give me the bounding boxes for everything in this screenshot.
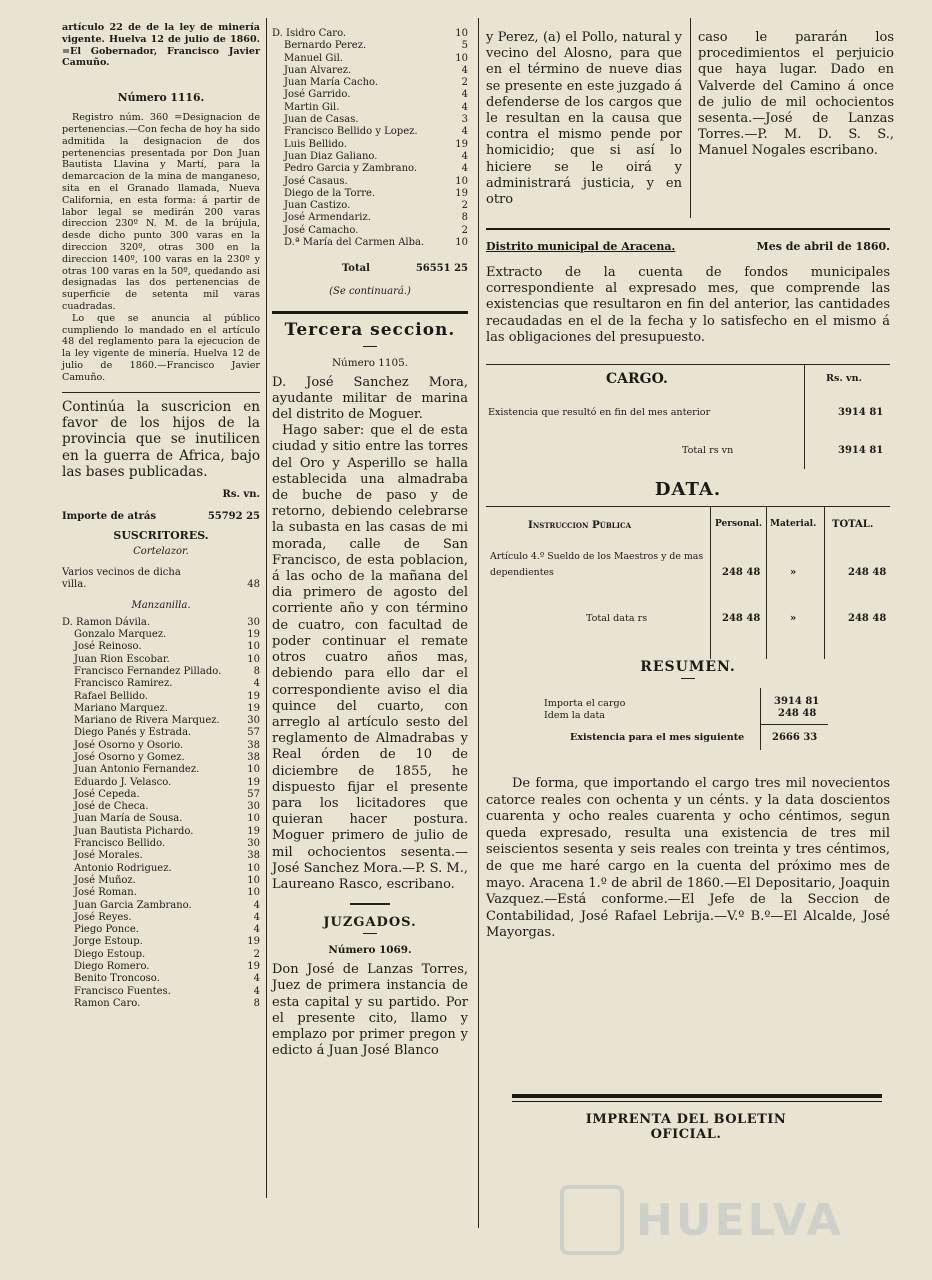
subscriber-name: José Reinoso. xyxy=(74,641,142,653)
list-item xyxy=(272,102,468,114)
existencia-siguiente-value: 2666 33 xyxy=(772,732,818,744)
total-data-personal: 248 48 xyxy=(722,613,761,625)
subscriber-name: José Reyes. xyxy=(74,911,132,923)
table-rule xyxy=(824,507,825,659)
suscricion-notice: Continúa la suscricion en favor de los hijos de la provincia que se inutilicen en la guerra de Africa, bajo las bases publicadas. xyxy=(62,398,260,481)
anuncio-paragraph: Lo que se anuncia al público cumpliendo lo mandado en el artículo 48 del reglamento para la ejecucion de la ley vigente de minería. Huelva 12 de julio de 1860.—Francisco Javier Camuño. xyxy=(62,312,260,383)
subscriber-amount: 10 xyxy=(455,52,468,64)
section-divider xyxy=(272,311,468,314)
list-item xyxy=(272,40,468,52)
subscriber-amount: 10 xyxy=(247,874,260,886)
table-rule xyxy=(760,688,761,750)
subscriber-name: Antonio Rodriguez. xyxy=(74,862,172,874)
instruccion-heading: Instruccion Pública xyxy=(528,519,632,532)
existencia-label: Existencia que resultó en fin del mes anterior xyxy=(488,407,711,419)
subscriber-amount: 38 xyxy=(247,752,260,763)
subscriber-name: José Morales. xyxy=(74,850,143,862)
list-item xyxy=(62,752,260,764)
subscriber-name: José Osorno y Osorio. xyxy=(74,739,184,751)
subscriber-name: Benito Troncoso. xyxy=(74,973,160,985)
material-col: Material. xyxy=(770,519,817,530)
subscriber-name: D. Ramon Dávila. xyxy=(62,616,151,628)
divider xyxy=(62,392,260,393)
subscriber-name: Diego Romero. xyxy=(74,961,150,973)
subscriber-name: José de Checa. xyxy=(74,801,149,813)
subscriber-name: Manuel Gil. xyxy=(284,52,343,64)
list-item xyxy=(62,789,260,801)
articulo-personal: 248 48 xyxy=(722,567,761,579)
subscriber-amount: 4 xyxy=(461,64,468,76)
subscriber-name: Diego Panés y Estrada. xyxy=(74,727,192,739)
subscriber-amount: 4 xyxy=(461,89,468,101)
list-item xyxy=(62,740,260,752)
column-rule xyxy=(690,18,691,218)
list-item xyxy=(62,727,260,739)
subscriber-amount: 30 xyxy=(247,838,260,850)
subscriber-name: José Osorno y Gomez. xyxy=(74,752,185,763)
subscriber-amount: 4 xyxy=(461,163,468,175)
number-heading-1105: Número 1105. xyxy=(331,356,409,369)
subscriber-name: Bernardo Perez. xyxy=(284,40,367,52)
resumen-heading: RESUMEN. xyxy=(640,659,736,676)
subscriber-name: Diego Estoup. xyxy=(74,948,146,960)
list-item xyxy=(62,654,260,666)
importe-row: Importe de atrás 55792 25 xyxy=(62,510,260,522)
subscriber-list-continued xyxy=(272,28,468,249)
importa-cargo-label: Importa el cargo xyxy=(544,698,626,710)
list-item xyxy=(62,838,260,850)
list-item xyxy=(62,617,260,629)
total-data-total: 248 48 xyxy=(848,613,887,625)
short-divider xyxy=(363,933,377,934)
subscriber-name: Eduardo J. Velasco. xyxy=(74,776,172,788)
edict-continued: y Perez, (a) el Pollo, natural y vecino del Alosno, para que en el término de nueve dias se presente en este juzgado á defenderse de los cargos que le resultan en la causa que contra el mismo pende por homicidio; que si así lo hiciere se le oirá y administrará justicia, y en otro xyxy=(486,30,682,208)
list-item xyxy=(62,936,260,948)
extracto-paragraph: Extracto de la cuenta de fondos municipales correspondiente al expresado mes, que comprende las existencias que resultaron en fin del anterior, las cantidades recaudadas en el de la fecha y lo satisfecho en el mismo á las obligaciones del presupuesto. xyxy=(486,265,890,345)
subscriber-amount: 2 xyxy=(253,948,260,960)
subscriber-name: Piego Ponce. xyxy=(74,924,139,936)
mining-notice-end: artículo 22 de de la ley de minería vigente. Huelva 12 de julio de 1860. =El Gobernador, Francisco Javier Camuño. xyxy=(62,22,260,69)
list-item xyxy=(272,77,468,89)
subscriber-name: José Casaus. xyxy=(284,175,348,187)
data-table xyxy=(486,506,890,659)
subscriber-name: Juan Alvarez. xyxy=(284,64,352,76)
subscriber-amount: 4 xyxy=(253,973,260,985)
section-divider xyxy=(486,228,890,230)
subscriber-name: Juan Garcia Zambrano. xyxy=(74,899,192,911)
list-item xyxy=(62,666,260,678)
section-divider xyxy=(512,1094,882,1098)
subscriber-name: Francisco Fernandez Pillado. xyxy=(74,665,222,677)
subscriber-name: José Muñoz. xyxy=(74,874,136,886)
subscriber-name: Luis Bellido. xyxy=(284,138,347,150)
manzanilla-heading: Manzanilla. xyxy=(131,599,191,611)
list-item xyxy=(272,188,468,200)
continuara-note: (Se continuará.) xyxy=(329,285,411,297)
rs-vn-header: Rs. vn. xyxy=(222,488,260,500)
list-item xyxy=(272,225,468,237)
subscriber-name: Juan Castizo. xyxy=(284,200,351,212)
total-row: Total 56551 25 xyxy=(342,263,468,275)
subscriber-amount: 4 xyxy=(253,924,260,936)
resumen-table xyxy=(486,682,890,762)
section-divider xyxy=(512,1101,882,1102)
juzgado-edict: Don José de Lanzas Torres, Juez de primera instancia de esta capital y su partido. Por el presente cito, llamo y emplazo por primer pregon y edicto á Juan José Blanco xyxy=(272,962,468,1059)
list-item xyxy=(62,703,260,715)
list-item xyxy=(62,629,260,641)
subscriber-amount: 4 xyxy=(253,899,260,911)
list-item xyxy=(272,212,468,224)
list-item xyxy=(62,813,260,825)
articulo-total: 248 48 xyxy=(848,567,887,579)
list-item xyxy=(62,961,260,973)
edict-conclusion: caso le pararán los procedimientos el perjuicio que haya lugar. Dado en Valverde del Camino á once de julio de mil ochocientos sesenta.—José de Lanzas Torres.—P. M. D. S. S., Manuel Nogales escribano. xyxy=(698,30,894,159)
list-item xyxy=(62,973,260,985)
registro-paragraph: Registro núm. 360 =Designacion de pertenencias.—Con fecha de hoy ha sido admitida la designacion de dos pertenencias presentada por Don Juan Bautista Llavina y Martí, para la demarcacion de la mina de manganeso, sita en el Granado llamada, Nueva California, en esta forma: á partir de labor legal se medirán 200 varas direccion 230º N. M. de la brújula, desde dicho punto 300 varas en la direccion 320º, otras 300 en la direccion 140º, 100 varas en la 230º y otras 100 varas en la 50º, quedando asi designadas las dos pertenencias de superficie de setenta mil varas cuadradas. xyxy=(62,112,260,312)
articulo-label: Artículo 4.º Sueldo de los Maestros y de mas dependientes xyxy=(490,551,704,579)
list-item xyxy=(62,912,260,924)
list-item xyxy=(62,863,260,875)
list-item xyxy=(62,887,260,899)
subscriber-amount: 4 xyxy=(461,150,468,162)
list-item xyxy=(62,764,260,776)
subscriber-name: Francisco Fuentes. xyxy=(74,985,171,997)
column-2 xyxy=(272,28,468,1059)
subscriber-amount: 2 xyxy=(461,77,468,89)
subscriber-name: Ramon Caro. xyxy=(74,997,141,1009)
cargo-heading: CARGO. xyxy=(606,371,668,388)
subscriber-name: Juan María Cacho. xyxy=(284,77,379,89)
subscriber-amount: 10 xyxy=(247,813,260,825)
subscriber-list xyxy=(62,617,260,1011)
subscriber-name: Francisco Ramirez. xyxy=(74,678,173,690)
almadraba-notice: Hago saber: que el de esta ciudad y sitio entre las torres del Oro y Asperillo se halla establecida una almadraba de buche de paso y de retorno, debiendo celebrarse la subasta en las casas de mi morada, calle de San Francisco, de esta poblacion, á las ocho de la mañana del dia primero de agosto del corriente año y con término de cuatro, con facultad de poder continuar el remate otros cuatro años mas, debiendo para ello dar el correspondiente aviso el dia quince del cuarto, con arreglo al artículo sesto del reglamento de Almadrabas y Real órden de 10 de diciembre de 1855, he dispuesto fijar el presente para los licitadores que quieran hacer postura. Moguer primero de julio de mil ochocientos sesenta.—José Sanchez Mora.—P. S. M., Laureano Rasco, escribano. xyxy=(272,423,468,892)
subscriber-amount: 19 xyxy=(247,961,260,973)
subscriber-amount: 10 xyxy=(247,887,260,899)
subscriber-name: Francisco Bellido y Lopez. xyxy=(284,126,418,138)
subscriber-amount: 10 xyxy=(247,764,260,776)
importa-cargo-value: 3914 81 xyxy=(774,696,820,708)
printer-imprint: IMPRENTA DEL BOLETIN OFICIAL. xyxy=(585,1112,787,1142)
idem-data-value: 248 48 xyxy=(778,708,817,720)
total-col: TOTAL. xyxy=(832,519,874,531)
list-item xyxy=(62,678,260,690)
watermark-text: HUELVA xyxy=(636,1194,844,1246)
subscriber-name: D.ª María del Carmen Alba. xyxy=(284,237,425,249)
short-divider xyxy=(363,346,377,347)
varios-row: Varios vecinos de dicha villa. 48 xyxy=(62,567,260,591)
subscriber-amount: 38 xyxy=(247,739,260,751)
subscriber-amount: 19 xyxy=(455,187,468,199)
subscriber-name: Juan Rion Escobar. xyxy=(74,653,170,665)
subscriber-name: José Cepeda. xyxy=(74,788,140,800)
subscriber-name: José Garrido. xyxy=(284,89,351,101)
subscriber-name: Diego de la Torre. xyxy=(284,187,376,199)
subscriber-name: Juan María de Sousa. xyxy=(74,813,183,825)
subscriber-name: D. Isidro Caro. xyxy=(272,28,347,39)
subscriber-amount: 57 xyxy=(247,788,260,800)
subscriber-name: Juan Antonio Fernandez. xyxy=(74,764,200,776)
existencia-value: 3914 81 xyxy=(838,407,884,419)
list-item xyxy=(62,998,260,1010)
subscriber-name: Martin Gil. xyxy=(284,101,340,113)
subscriber-amount: 8 xyxy=(253,997,260,1009)
existencia-siguiente-label: Existencia para el mes siguiente xyxy=(570,732,745,744)
column-rule xyxy=(266,18,267,1198)
list-item xyxy=(62,850,260,862)
total-rs-label: Total rs vn xyxy=(682,445,734,457)
list-item xyxy=(62,691,260,703)
subscriber-amount: 10 xyxy=(247,653,260,665)
table-rule xyxy=(710,507,711,659)
subscriber-amount: 19 xyxy=(247,702,260,714)
subscriber-amount: 8 xyxy=(461,212,468,224)
articulo-material: » xyxy=(790,567,797,579)
aracena-account xyxy=(486,228,890,942)
subscriber-amount: 4 xyxy=(253,911,260,923)
number-heading: Número 1116. xyxy=(117,91,205,105)
subscriber-name: Juan de Casas. xyxy=(284,114,359,126)
column-rule xyxy=(478,18,479,1228)
suscritores-heading: SUSCRITORES. xyxy=(113,529,209,543)
list-item xyxy=(272,126,468,138)
list-item xyxy=(272,89,468,101)
subscriber-name: José Camacho. xyxy=(284,224,359,236)
account-header: Distrito municipal de Aracena. Mes de abril de 1860. xyxy=(486,240,890,253)
subscriber-name: Pedro Garcia y Zambrano. xyxy=(284,163,418,175)
subscriber-amount: 4 xyxy=(461,126,468,138)
archive-watermark xyxy=(560,1180,860,1260)
subscriber-name: Mariano Marquez. xyxy=(74,702,168,714)
list-item xyxy=(272,163,468,175)
subscriber-name: Mariano de Rivera Marquez. xyxy=(74,715,220,727)
subscriber-amount: 4 xyxy=(461,101,468,113)
short-divider xyxy=(681,678,695,679)
subscriber-amount: 4 xyxy=(253,678,260,690)
number-heading-1069: Número 1069. xyxy=(328,944,412,957)
subscriber-amount: 38 xyxy=(247,850,260,862)
list-item xyxy=(272,237,468,249)
subscriber-name: José Roman. xyxy=(74,887,137,899)
list-item xyxy=(62,715,260,727)
tercera-seccion-title: Tercera seccion. xyxy=(284,319,456,340)
list-item xyxy=(62,875,260,887)
subscriber-name: Jorge Estoup. xyxy=(74,936,143,948)
list-item xyxy=(272,139,468,151)
subscriber-amount: 4 xyxy=(253,985,260,997)
archive-logo-icon xyxy=(560,1185,624,1255)
total-rs-value: 3914 81 xyxy=(838,445,884,457)
list-item xyxy=(62,801,260,813)
data-heading: DATA. xyxy=(654,479,722,501)
subscriber-amount: 10 xyxy=(455,175,468,187)
subscriber-amount: 2 xyxy=(461,224,468,236)
subscriber-amount: 10 xyxy=(247,641,260,653)
subscriber-amount: 19 xyxy=(247,690,260,702)
subscriber-amount: 10 xyxy=(455,237,468,249)
list-item xyxy=(272,53,468,65)
subscriber-name: Juan Bautista Pichardo. xyxy=(74,825,194,837)
list-item xyxy=(272,114,468,126)
almadraba-intro: D. José Sanchez Mora, ayudante militar de marina del distrito de Moguer. xyxy=(272,374,468,423)
subscriber-amount: 19 xyxy=(247,936,260,948)
subscriber-amount: 57 xyxy=(247,727,260,739)
juzgados-heading: JUZGADOS. xyxy=(323,915,417,931)
subscriber-amount: 19 xyxy=(455,138,468,150)
subscriber-amount: 19 xyxy=(247,776,260,788)
subscriber-amount: 3 xyxy=(461,114,468,126)
total-data-label: Total data rs xyxy=(586,613,648,625)
subscriber-amount: 30 xyxy=(247,616,260,628)
subscriber-name: Francisco Bellido. xyxy=(74,838,166,850)
list-item xyxy=(62,924,260,936)
subscriber-amount: 30 xyxy=(247,801,260,813)
personal-col: Personal. xyxy=(715,519,762,530)
subscriber-amount: 2 xyxy=(461,200,468,212)
subscriber-amount: 8 xyxy=(253,665,260,677)
column-1 xyxy=(62,22,260,1010)
list-item xyxy=(62,900,260,912)
list-item xyxy=(62,641,260,653)
list-item xyxy=(62,826,260,838)
conclusion-paragraph: De forma, que importando el cargo tres mil novecientos catorce reales con ochenta y un cénts. y la data doscientos cuarenta y ocho reales cuarenta y ocho céntimos, segun queda expresado, resulta una existencia de tres mil seiscientos sesenta y seis reales con treinta y tres céntimos, de que me haré cargo en la cuenta del próximo mes de mayo. Aracena 1.º de abril de 1860.—El Depositario, Joaquin Vazquez.—Está conforme.—El Jefe de la Seccion de Contabilidad, José Rafael Lebrija.—V.º B.º—El Alcalde, José Mayorgas. xyxy=(486,776,890,941)
list-item xyxy=(272,176,468,188)
subscriber-amount: 19 xyxy=(247,629,260,641)
total-data-material: » xyxy=(790,613,797,625)
list-item xyxy=(272,65,468,77)
column-4 xyxy=(698,30,894,160)
table-rule xyxy=(766,507,767,659)
subscriber-name: Gonzalo Marquez. xyxy=(74,629,167,641)
subscriber-amount: 10 xyxy=(455,28,468,39)
subscriber-amount: 30 xyxy=(247,715,260,727)
subscriber-amount: 10 xyxy=(247,862,260,874)
idem-data-label: Idem la data xyxy=(544,710,606,722)
subscriber-name: José Armendariz. xyxy=(284,212,371,224)
cortelazor-heading: Cortelazor. xyxy=(133,546,189,558)
column-3 xyxy=(486,30,682,208)
sum-line xyxy=(760,724,828,725)
list-item xyxy=(272,200,468,212)
list-item xyxy=(62,949,260,961)
cargo-table xyxy=(486,364,890,469)
subscriber-name: Juan Diaz Galiano. xyxy=(284,150,378,162)
cargo-rs-vn: Rs. vn. xyxy=(826,373,862,385)
list-item xyxy=(62,777,260,789)
list-item xyxy=(272,151,468,163)
table-rule xyxy=(804,365,805,469)
list-item xyxy=(62,986,260,998)
short-divider xyxy=(350,903,390,905)
list-item xyxy=(272,28,468,40)
subscriber-name: Rafael Bellido. xyxy=(74,690,148,702)
subscriber-amount: 19 xyxy=(247,825,260,837)
subscriber-amount: 5 xyxy=(461,40,468,52)
